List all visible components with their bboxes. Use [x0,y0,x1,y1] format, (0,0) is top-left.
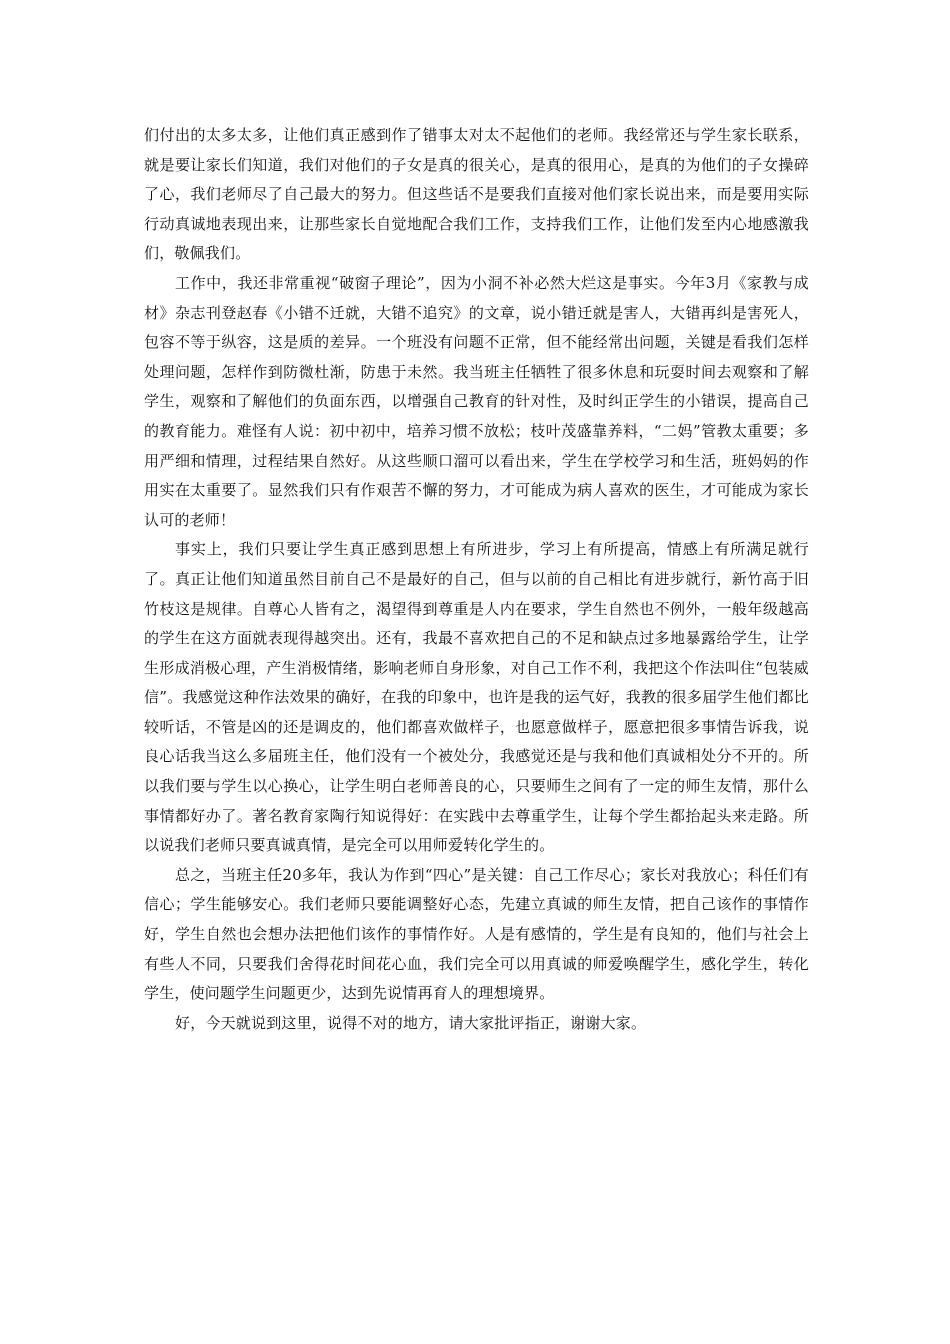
paragraph-3: 事实上，我们只要让学生真正感到思想上有所进步，学习上有所提高，情感上有所满足就行了。真正让他们知道虽然目前自己不是最好的自己，但与以前的自己相比有进步就行，新竹高于旧竹枝这是规律。自尊心人皆有之，渴望得到尊重是人内在要求，学生自然也不例外，一般年级越高的学生在这方面就表现得越突出。还有，我最不喜欢把自己的不足和缺点过多地暴露给学生，让学生形成消极心理，产生消极情绪，影响老师自身形象，对自己工作不利，我把这个作法叫住“包装威信”。我感觉这种作法效果的确好，在我的印象中，也许是我的运气好，我教的很多届学生他们都比较听话，不管是凶的还是调皮的，他们都喜欢做样子，也愿意做样子，愿意把很多事情告诉我，说良心话我当这么多届班主任，他们没有一个被处分，我感觉还是与我和他们真诚相处分不开的。所以我们要与学生以心换心，让学生明白老师善良的心，只要师生之间有了一定的师生友情，那什么事情都好办了。著名教育家陶行知说得好：在实践中去尊重学生，让每个学生都抬起头来走路。所以说我们老师只要真诚真情，是完全可以用师爱转化学生的。 [144,540,809,855]
document-body [144,121,809,1038]
paragraph-2: 工作中，我还非常重视“破窗子理论”，因为小洞不补必然大烂这是事实。今年3月《家教与成材》杂志刊登赵春《小错不迁就，大错不追究》的文章，说小错迁就是害人，大错再纠是害死人，包容不等于纵容，这是质的差异。一个班没有问题不正常，但不能经常出问题，关键是看我们怎样处理问题，怎样作到防微杜渐，防患于未然。我当班主任牺牲了很多休息和玩耍时间去观察和了解学生，观察和了解他们的负面东西，以增强自己教育的针对性，及时纠正学生的小错误，提高自己的教育能力。难怪有人说：初中初中，培养习惯不放松；枝叶茂盛靠养料，“二妈”管教太重要；多用严细和情理，过程结果自然好。从这些顺口溜可以看出来，学生在学校学习和生活，班妈妈的作用实在太重要了。显然我们只有作艰苦不懈的努力，才可能成为病人喜欢的医生，才可能成为家长认可的老师！ [144,273,809,529]
paragraph-5: 好，今天就说到这里，说得不对的地方，请大家批评指正，谢谢大家。 [175,1013,647,1032]
paragraph-4: 总之，当班主任20多年，我认为作到“四心”是关键：自己工作尽心；家长对我放心；科任们有信心；学生能够安心。我们老师只要能调整好心态，先建立真诚的师生友情，把自己该作的事情作好，学生自然也会想办法把他们该作的事情作好。人是有感情的，学生是有良知的，他们与社会上有些人不同，只要我们舍得花时间花心血，我们完全可以用真诚的师爱唤醒学生，感化学生，转化学生，使问题学生问题更少，达到先说情再育人的理想境界。 [144,865,809,1003]
paragraph-1: 们付出的太多太多，让他们真正感到作了错事太对太不起他们的老师。我经常还与学生家长联系，就是要让家长们知道，我们对他们的子女是真的很关心，是真的很用心，是真的为他们的子女操碎了心，我们老师尽了自己最大的努力。但这些话不是要我们直接对他们家长说出来，而是要用实际行动真诚地表现出来，让那些家长自觉地配合我们工作，支持我们工作，让他们发至内心地感激我们，敬佩我们。 [144,126,809,263]
